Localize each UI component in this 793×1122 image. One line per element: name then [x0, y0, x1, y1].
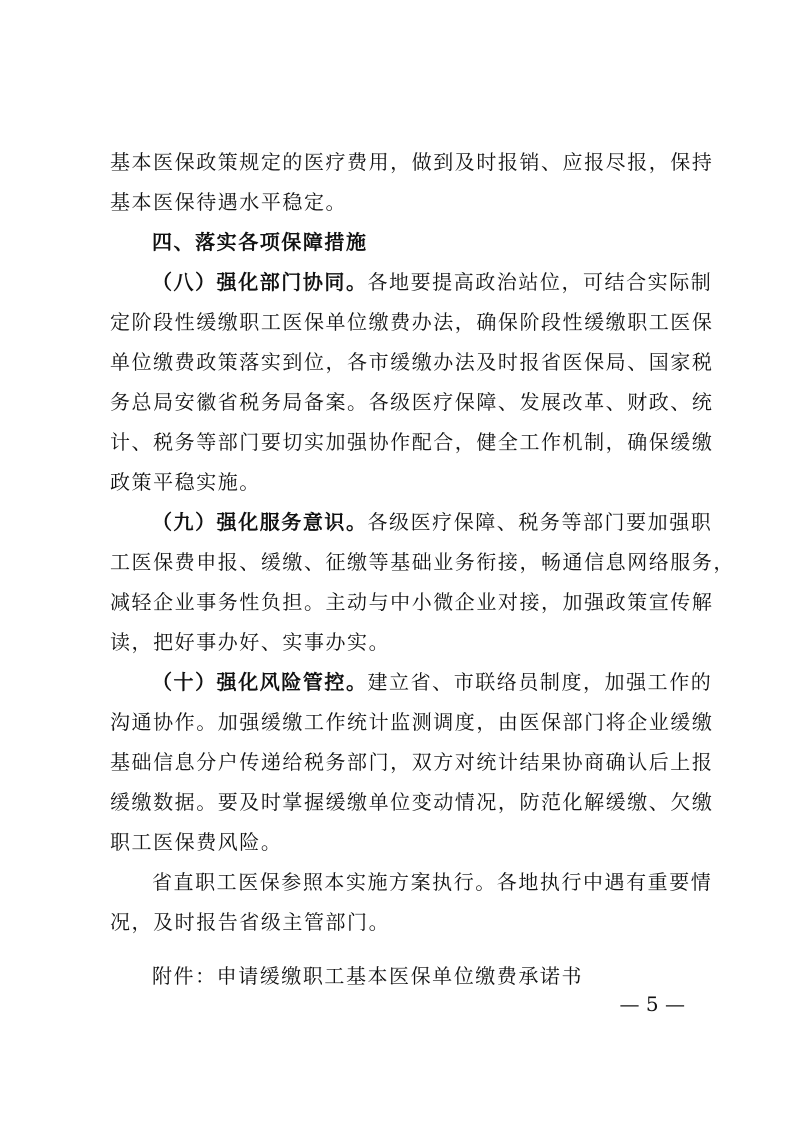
- text-line: 定阶段性缓缴职工医保单位缴费办法，确保阶段性缓缴职工医保: [110, 310, 714, 334]
- subsection-text: 各地要提高政治站位，可结合实际制: [367, 270, 713, 294]
- text-line: 省直职工医保参照本实施方案执行。各地执行中遇有重要情: [152, 870, 713, 894]
- attachment-line: 附件：申请缓缴职工基本医保单位缴费承诺书: [152, 964, 583, 988]
- text-line: 基本医保政策规定的医疗费用，做到及时报销、应报尽报，保持: [110, 150, 714, 174]
- subsection-line: [152, 668, 712, 696]
- subsection-text: 各级医疗保障、税务等部门要加强职: [367, 510, 713, 534]
- text-line: 沟通协作。加强缓缴工作统计监测调度，由医保部门将企业缓缴: [110, 710, 714, 734]
- subsection-line: [152, 508, 712, 536]
- text-line: 基本医保待遇水平稳定。: [110, 190, 348, 214]
- text-line: 单位缴费政策落实到位，各市缓缴办法及时报省医保局、国家税: [110, 350, 714, 374]
- text-line: 况，及时报告省级主管部门。: [110, 910, 391, 934]
- text-line: 减轻企业事务性负担。主动与中小微企业对接，加强政策宣传解: [110, 590, 714, 614]
- subsection-title: （八）强化部门协同。: [152, 270, 368, 294]
- text-line: 缓缴数据。要及时掌握缓缴单位变动情况，防范化解缓缴、欠缴: [110, 790, 714, 814]
- subsection-line: [152, 268, 712, 296]
- subsection-title: （九）强化服务意识。: [152, 510, 368, 534]
- text-line: 工医保费申报、缓缴、征缴等基础业务衔接，畅通信息网络服务，: [110, 550, 735, 574]
- text-line: 计、税务等部门要切实加强协作配合，健全工作机制，确保缓缴: [110, 430, 714, 454]
- text-line: 基础信息分户传递给税务部门，双方对统计结果协商确认后上报: [110, 750, 714, 774]
- subsection-title: （十）强化风险管控。: [152, 670, 368, 694]
- text-line: 职工医保费风险。: [110, 830, 283, 854]
- text-line: 务总局安徽省税务局备案。各级医疗保障、发展改革、财政、统: [110, 390, 714, 414]
- subsection-text: 建立省、市联络员制度，加强工作的: [367, 670, 713, 694]
- section-heading: 四、落实各项保障措施: [152, 230, 368, 254]
- text-line: 政策平稳实施。: [110, 470, 261, 494]
- page-number: — 5 —: [619, 992, 685, 1016]
- text-line: 读，把好事办好、实事办实。: [110, 630, 391, 654]
